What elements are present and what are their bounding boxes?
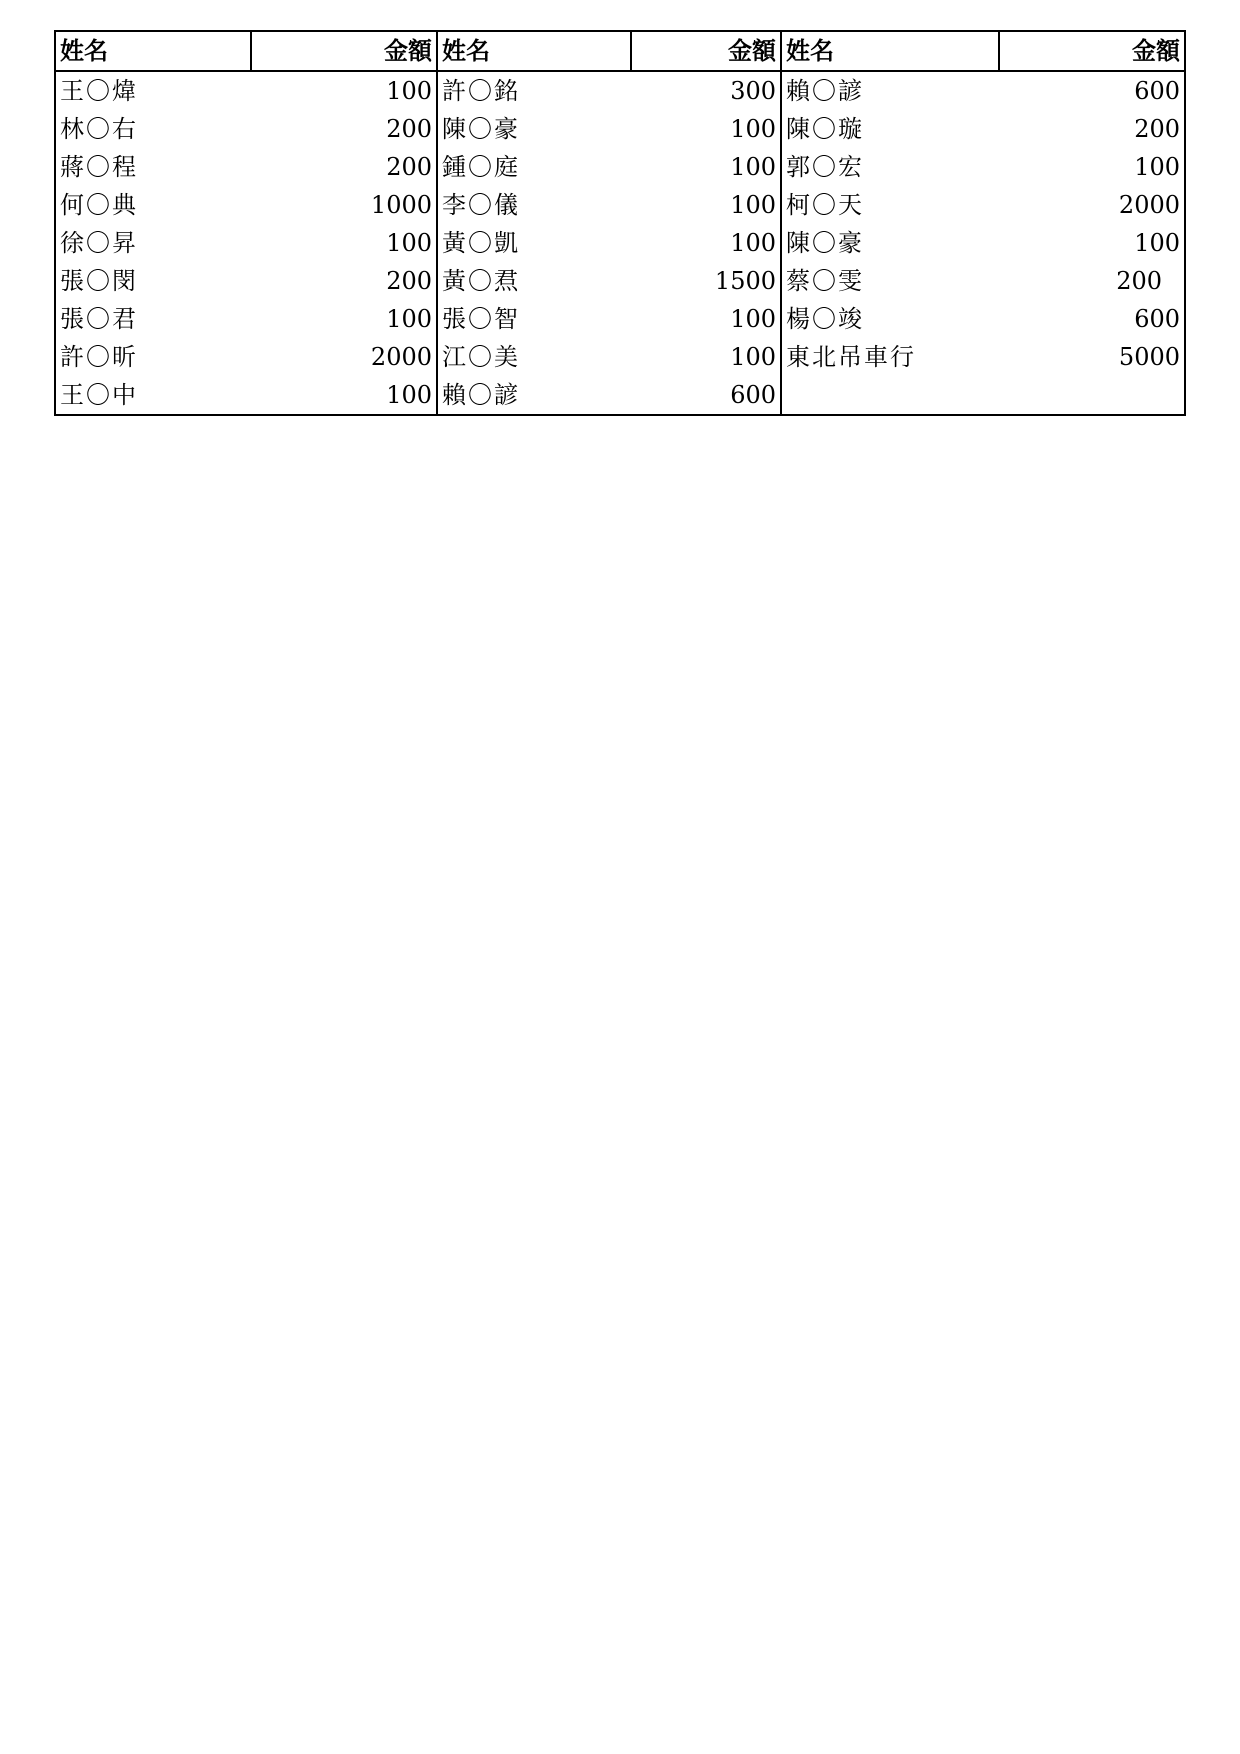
donor-name: 江〇美 xyxy=(437,338,631,376)
donation-amount: 100 xyxy=(730,229,776,257)
donor-name: 陳〇豪 xyxy=(437,110,631,148)
donor-name: 楊〇竣 xyxy=(781,300,999,338)
donation-amount: 100 xyxy=(386,381,432,409)
donation-table xyxy=(54,30,1186,416)
donor-name: 柯〇天 xyxy=(781,186,999,224)
donation-amount: 100 xyxy=(1134,229,1180,257)
amount-header: 金額 xyxy=(251,31,437,71)
donor-name: 徐〇昇 xyxy=(60,229,138,257)
donation-amount: 100 xyxy=(386,305,432,333)
donation-amount: 200 xyxy=(1134,115,1180,143)
donation-amount: 100 xyxy=(730,305,776,333)
table-row xyxy=(55,71,1185,110)
name-header: 姓名 xyxy=(781,31,999,71)
header-row xyxy=(55,31,1185,71)
table-row xyxy=(55,186,1185,224)
donor-name: 何〇典 xyxy=(60,191,138,219)
donation-amount: 300 xyxy=(730,77,776,105)
amount-header: 金額 xyxy=(631,31,781,71)
donor-name: 黃〇凱 xyxy=(437,224,631,262)
table-row xyxy=(55,376,1185,415)
donor-name: 王〇中 xyxy=(60,381,138,409)
donor-name xyxy=(781,376,999,415)
donation-amount: 5000 xyxy=(1118,343,1180,371)
donor-name: 賴〇諺 xyxy=(437,376,631,415)
donation-amount: 600 xyxy=(1134,305,1180,333)
table-row xyxy=(55,338,1185,376)
donation-amount: 600 xyxy=(1134,77,1180,105)
table-row xyxy=(55,300,1185,338)
donor-name: 王〇煒 xyxy=(60,77,138,105)
table-row xyxy=(55,148,1185,186)
donor-name: 東北吊車行 xyxy=(781,338,999,376)
donation-amount: 200 xyxy=(1116,267,1162,295)
donor-name: 張〇君 xyxy=(60,305,138,333)
donor-name: 張〇智 xyxy=(437,300,631,338)
donor-name: 許〇銘 xyxy=(437,71,631,110)
donation-amount: 1500 xyxy=(714,267,776,295)
amount-header: 金額 xyxy=(999,31,1185,71)
donor-name: 陳〇豪 xyxy=(781,224,999,262)
donor-name: 黃〇焄 xyxy=(437,262,631,300)
donor-name: 郭〇宏 xyxy=(781,148,999,186)
donor-name: 鍾〇庭 xyxy=(437,148,631,186)
donation-amount: 2000 xyxy=(370,343,432,371)
donation-amount: 100 xyxy=(1134,153,1180,181)
donation-amount xyxy=(999,376,1185,415)
table-row xyxy=(55,262,1185,300)
donor-name: 李〇儀 xyxy=(437,186,631,224)
donor-name: 許〇昕 xyxy=(60,343,138,371)
donor-name: 蔣〇程 xyxy=(60,153,138,181)
donation-amount: 100 xyxy=(730,191,776,219)
donation-amount: 200 xyxy=(386,267,432,295)
name-header: 姓名 xyxy=(55,31,251,71)
donation-amount: 100 xyxy=(386,77,432,105)
donation-amount: 100 xyxy=(386,229,432,257)
donation-amount: 100 xyxy=(730,153,776,181)
donation-amount: 600 xyxy=(730,381,776,409)
donation-amount: 1000 xyxy=(370,191,432,219)
table-row xyxy=(55,224,1185,262)
donor-name: 陳〇璇 xyxy=(781,110,999,148)
name-header: 姓名 xyxy=(437,31,631,71)
donation-amount: 200 xyxy=(386,115,432,143)
donor-name: 賴〇諺 xyxy=(781,71,999,110)
donation-amount: 200 xyxy=(386,153,432,181)
donor-name: 蔡〇雯 xyxy=(781,262,999,300)
donation-amount: 2000 xyxy=(1118,191,1180,219)
donation-amount: 100 xyxy=(730,343,776,371)
table-row xyxy=(55,110,1185,148)
donor-name: 張〇閔 xyxy=(60,267,138,295)
donation-amount: 100 xyxy=(730,115,776,143)
donor-name: 林〇右 xyxy=(60,115,138,143)
